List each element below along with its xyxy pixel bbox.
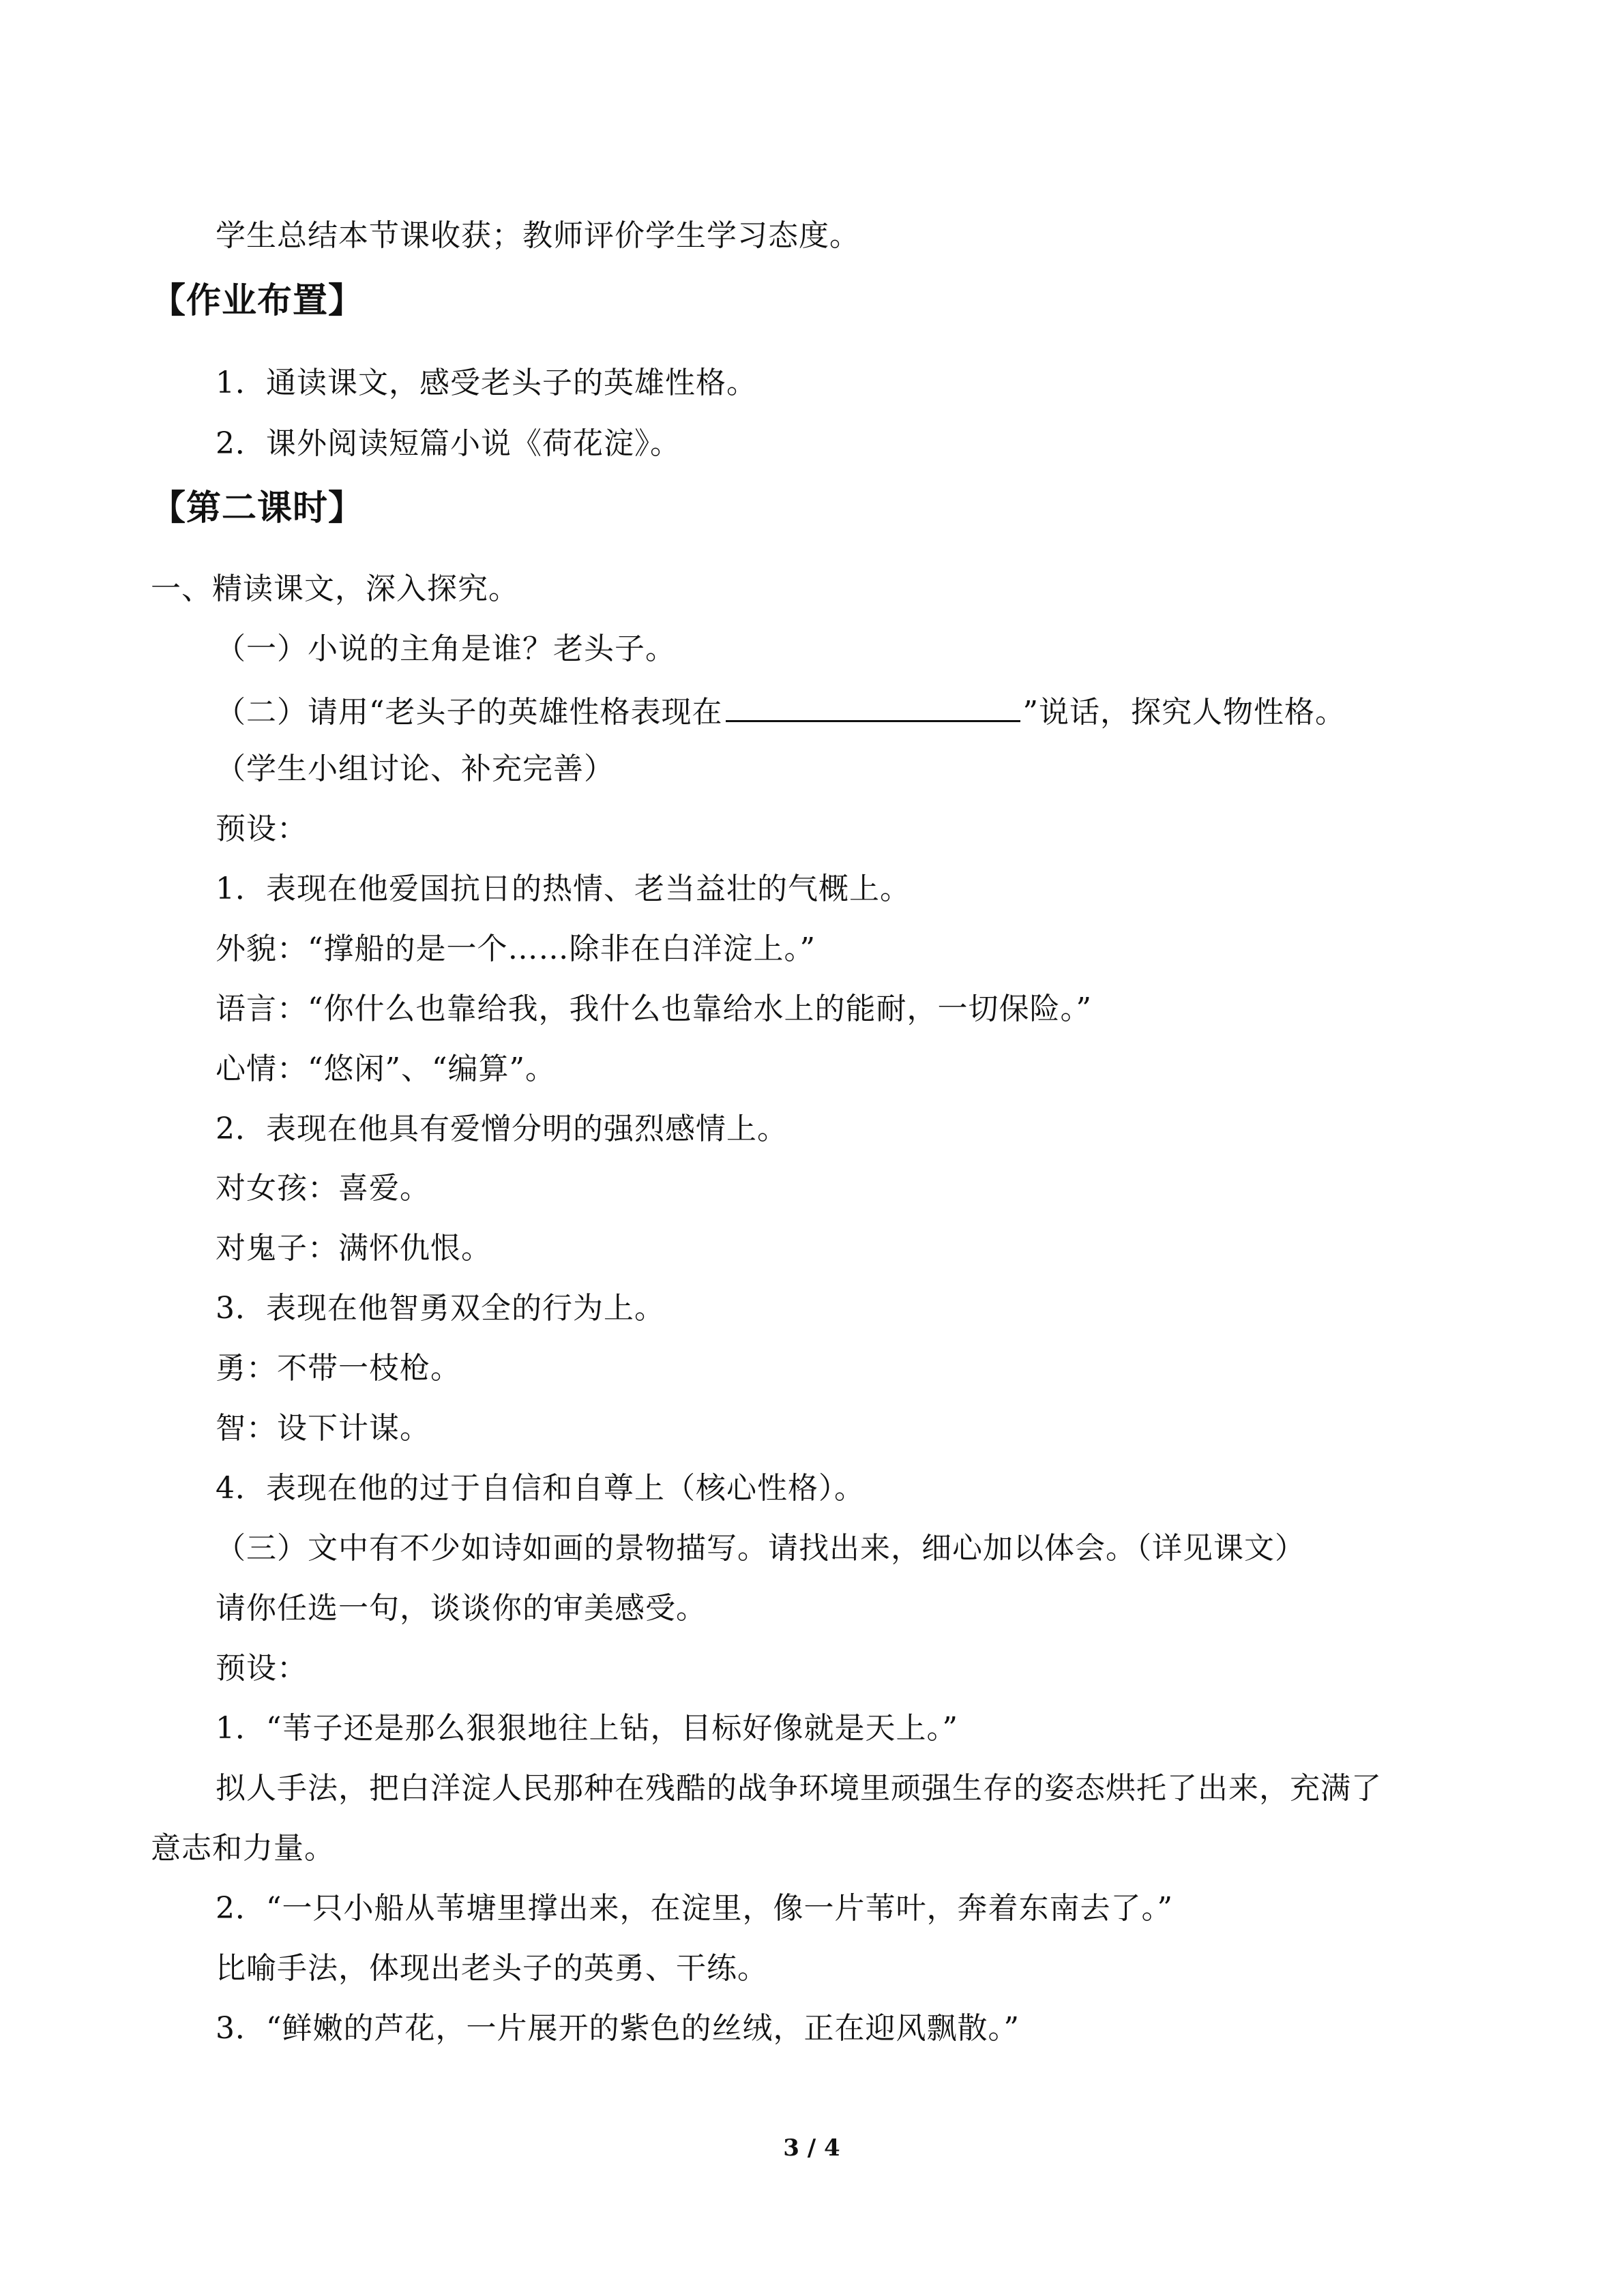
analysis-2: 比喻手法，体现出老头子的英勇、干练。 <box>216 1951 768 1986</box>
appearance-line: 外貌：“撑船的是一个……除非在白洋淀上。” <box>216 931 816 966</box>
preset-point-3: 3．表现在他智勇双全的行为上。 <box>216 1291 665 1326</box>
question-three: （三）文中有不少如诗如画的景物描写。请找出来，细心加以体会。（详见课文） <box>216 1531 1305 1566</box>
summary-line: 学生总结本节课收获；教师评价学生学习态度。 <box>216 218 860 253</box>
question-two-suffix: ”说话，探究人物性格。 <box>1022 695 1346 730</box>
preset-point-4: 4．表现在他的过于自信和自尊上（核心性格）。 <box>216 1471 865 1506</box>
courage-line: 勇：不带一枝枪。 <box>216 1351 461 1386</box>
toward-girls-line: 对女孩：喜爱。 <box>216 1171 430 1206</box>
analysis-1-line-1: 拟人手法，把白洋淀人民那种在残酷的战争环境里顽强生存的姿态烘托了出来，充满了 <box>216 1771 1382 1806</box>
quote-2: 2．“一只小船从苇塘里撑出来，在淀里，像一片苇叶，奔着东南去了。” <box>216 1891 1173 1926</box>
question-two <box>216 689 1346 733</box>
mood-line: 心情：“悠闲”、“编算”。 <box>216 1052 556 1086</box>
preset-label-2: 预设： <box>216 1651 308 1686</box>
preset-point-2: 2．表现在他具有爱憎分明的强烈感情上。 <box>216 1112 788 1146</box>
fill-in-blank <box>726 689 1020 722</box>
group-discussion-note: （学生小组讨论、补充完善） <box>216 751 615 786</box>
part-one-heading: 一、精读课文，深入探究。 <box>151 571 519 606</box>
wisdom-line: 智：设下计谋。 <box>216 1411 430 1446</box>
homework-item-1: 1．通读课文，感受老头子的英雄性格。 <box>216 366 757 400</box>
quote-3: 3．“鲜嫩的芦花，一片展开的紫色的丝绒，正在迎风飘散。” <box>216 2011 1020 2046</box>
aesthetic-prompt: 请你任选一句，谈谈你的审美感受。 <box>216 1591 707 1626</box>
question-two-prefix: （二）请用“老头子的英雄性格表现在 <box>216 695 723 730</box>
question-one: （一）小说的主角是谁？老头子。 <box>216 631 676 666</box>
section-heading-homework: 【作业布置】 <box>151 280 364 321</box>
homework-item-2: 2．课外阅读短篇小说《荷花淀》。 <box>216 426 681 461</box>
toward-enemy-line: 对鬼子：满怀仇恨。 <box>216 1231 492 1266</box>
analysis-1-line-2: 意志和力量。 <box>151 1831 335 1866</box>
language-line: 语言：“你什么也靠给我，我什么也靠给水上的能耐，一切保险。” <box>216 992 1092 1026</box>
quote-1: 1．“苇子还是那么狠狠地往上钻，目标好像就是天上。” <box>216 1711 958 1746</box>
preset-label: 预设： <box>216 811 308 846</box>
page-number: 3 / 4 <box>783 2134 840 2162</box>
section-heading-second-lesson: 【第二课时】 <box>151 488 364 528</box>
preset-point-1: 1．表现在他爱国抗日的热情、老当益壮的气概上。 <box>216 871 911 906</box>
